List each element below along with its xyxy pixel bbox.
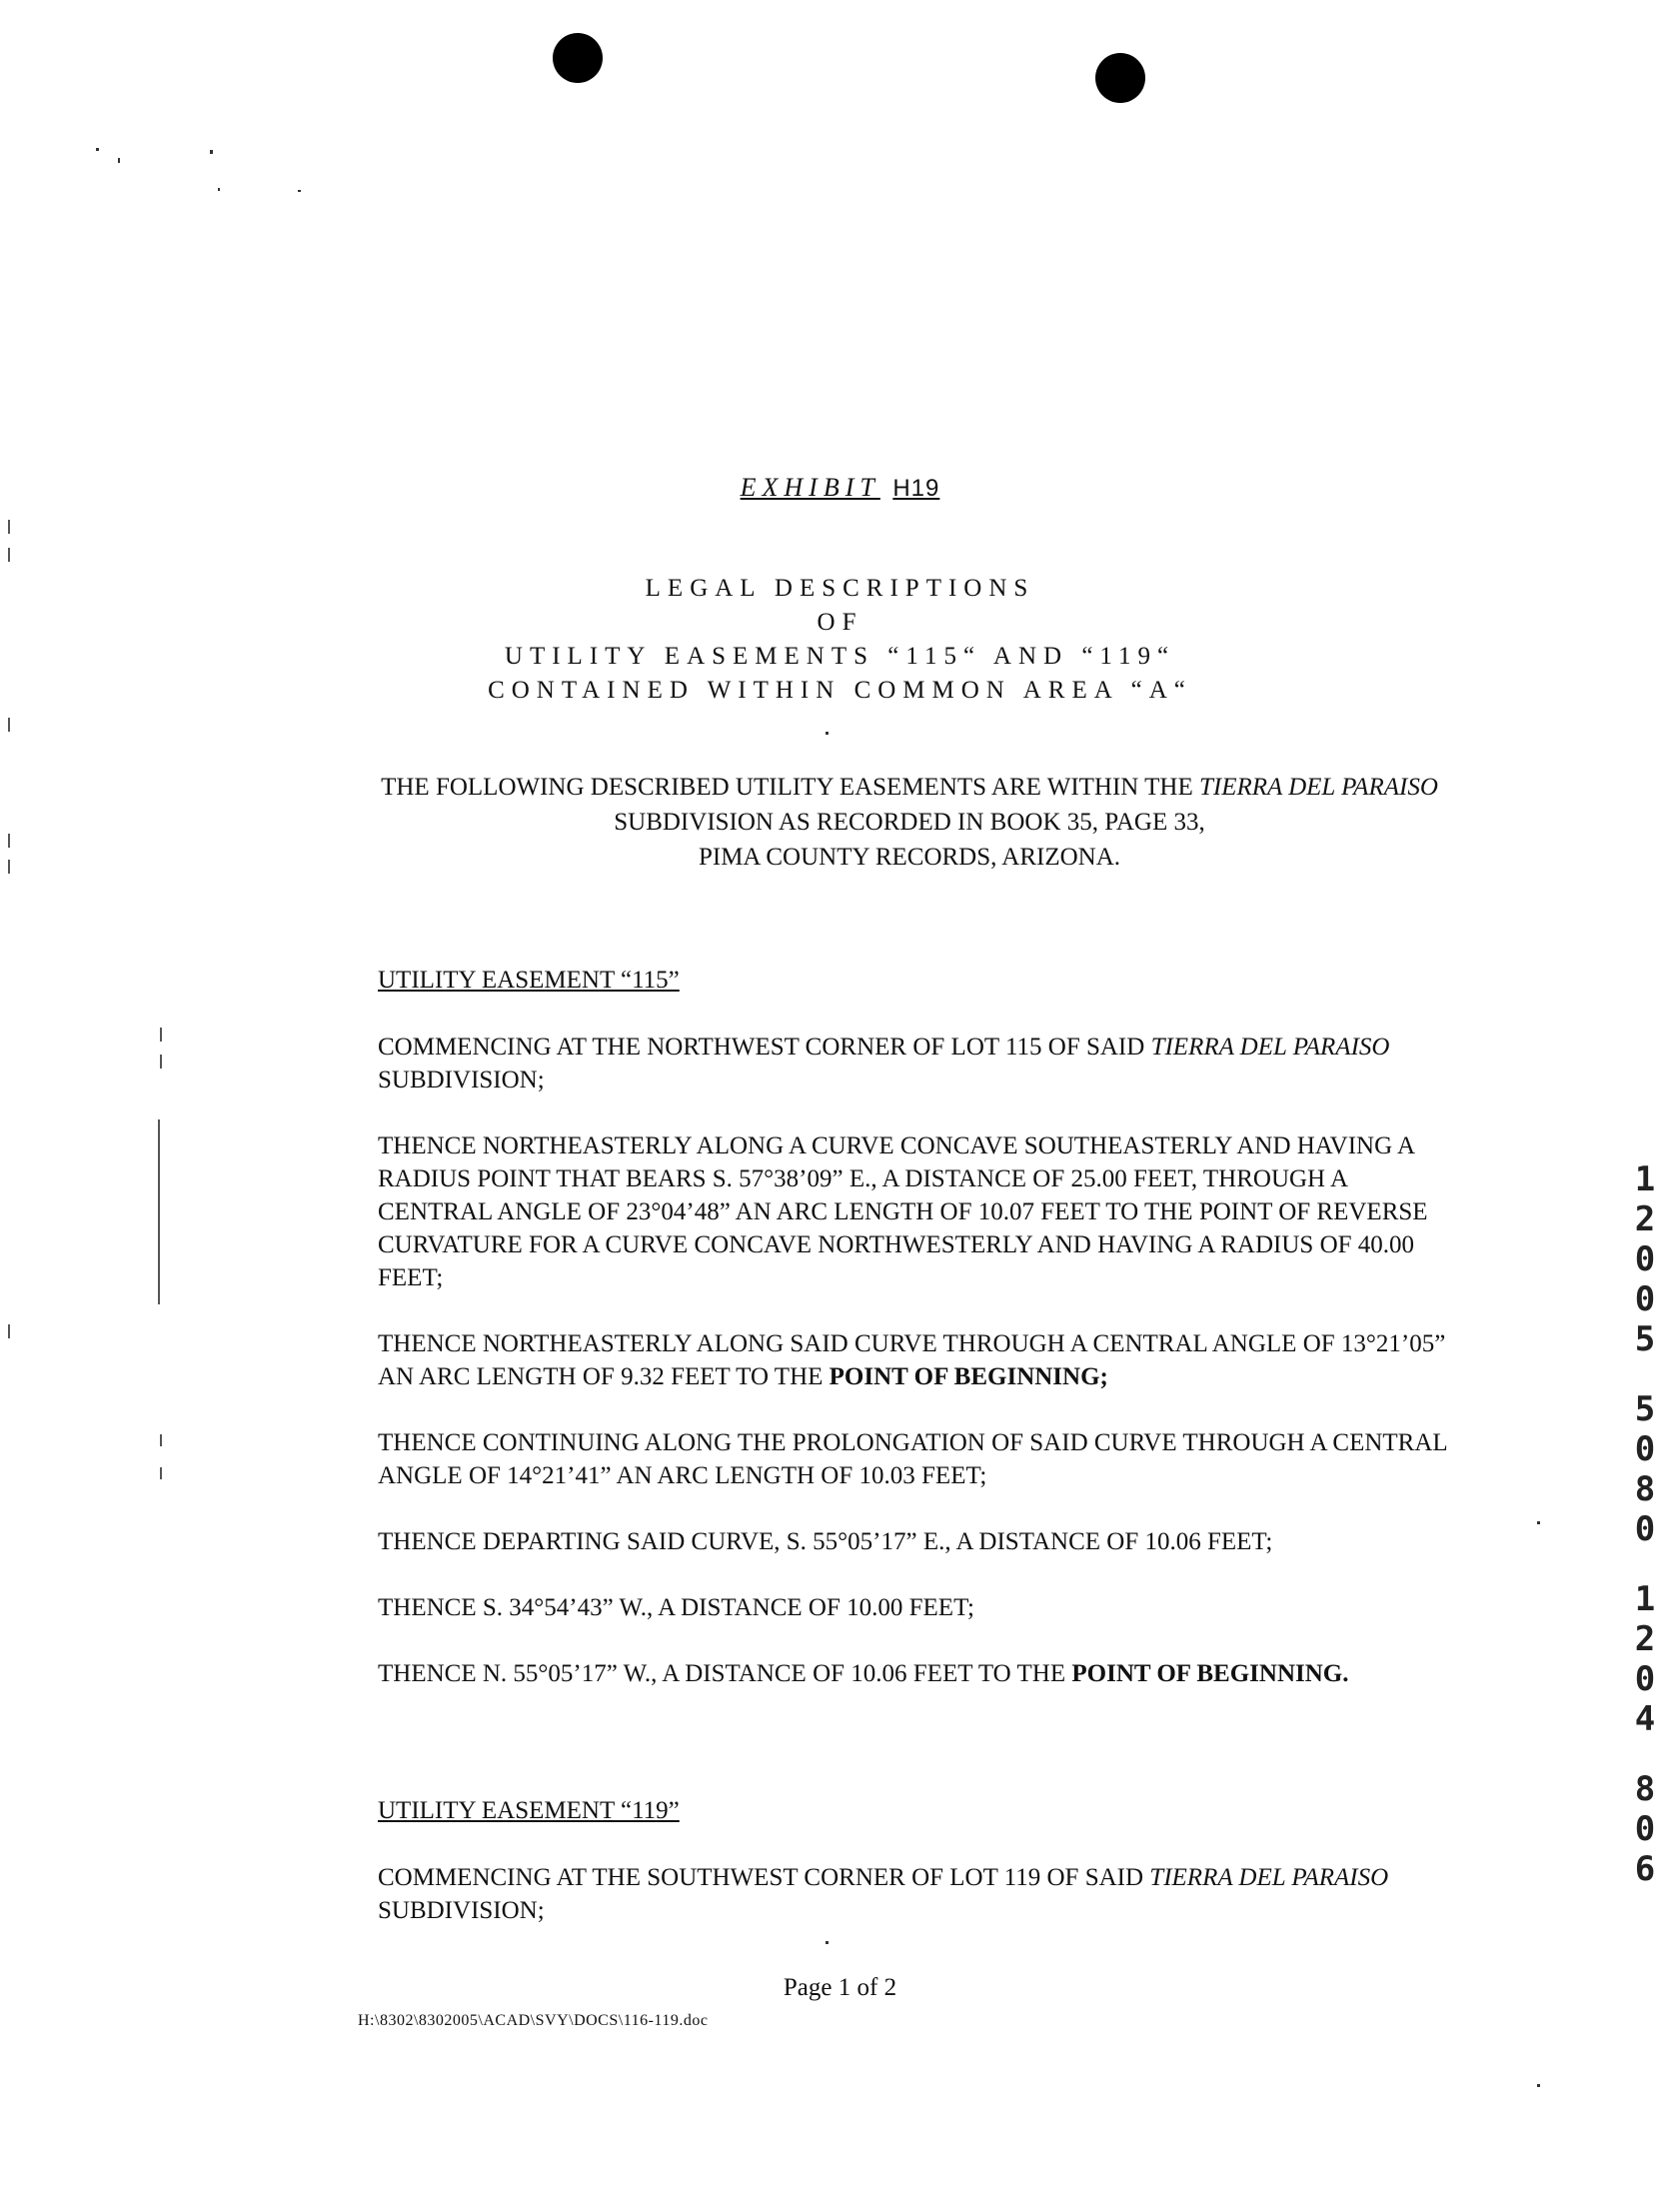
easement-115-south: THENCE S. 34°54’43” W., A DISTANCE OF 10.00 FEET; [378,1594,974,1621]
margin-mark [160,1055,162,1069]
punch-hole-left [553,33,603,83]
heading-line-2: OF [817,609,863,636]
intro-paragraph [380,770,1439,875]
easement-115-p7-text: THENCE N. 55°05’17” W., A DISTANCE OF 10.06 FEET TO THE [378,1660,1072,1687]
easement-115-p1-end: SUBDIVISION; [378,1067,545,1094]
scan-speck [1537,1521,1540,1524]
scan-speck [826,732,829,735]
exhibit-title [0,473,1680,503]
punch-hole-right [1095,53,1145,103]
stamp-digit: 6 [1634,1849,1656,1889]
stamp-digit: 4 [1634,1699,1656,1739]
stamp-digit: 8 [1634,1769,1656,1809]
scan-speck [826,1941,829,1944]
scan-speck [1537,2084,1540,2087]
easement-119-p1-text: COMMENCING AT THE SOUTHWEST CORNER OF LOT 119 OF SAID [378,1864,1150,1891]
stamp-digit: 0 [1634,1809,1656,1849]
margin-mark [160,1434,162,1446]
margin-mark [8,548,10,562]
easement-115-p3-bold: POINT OF BEGINNING; [829,1363,1108,1390]
recording-number-stamp [1627,1159,1663,1979]
stamp-digit: 0 [1634,1659,1656,1699]
intro-text-2: SUBDIVISION AS RECORDED IN BOOK 35, PAGE 33, [614,809,1205,836]
margin-mark [160,1467,162,1479]
stamp-digit: 0 [1634,1429,1656,1469]
easement-119-section [378,1794,1457,1927]
intro-text-3: PIMA COUNTY RECORDS, ARIZONA. [698,844,1121,871]
margin-mark [8,520,10,534]
scan-speck [118,158,120,163]
page-number: Page 1 of 2 [783,1974,897,2001]
margin-mark [8,834,10,848]
heading-line-4: CONTAINED WITHIN COMMON AREA “A“ [488,677,1192,704]
scan-speck [298,190,301,192]
easement-119-p1-end: SUBDIVISION; [378,1897,545,1924]
stamp-digit: 0 [1634,1509,1656,1549]
easement-115-p1-subdivision: TIERRA DEL PARAISO [1150,1034,1390,1061]
margin-mark [160,1028,162,1042]
easement-115-p3-text: THENCE NORTHEASTERLY ALONG SAID CURVE THROUGH A CENTRAL ANGLE OF 13°21’05” AN ARC LENGTH OF 9.32 FEET TO THE [378,1330,1446,1390]
easement-115-north [378,1657,1457,1690]
easement-115-departing: THENCE DEPARTING SAID CURVE, S. 55°05’17” E., A DISTANCE OF 10.06 FEET; [378,1528,1273,1555]
heading-line-3: UTILITY EASEMENTS “115“ AND “119“ [504,643,1176,670]
scan-speck [218,188,220,191]
stamp-digit: 1 [1634,1579,1656,1619]
easement-119-title: UTILITY EASEMENT “119” [378,1797,680,1824]
stamp-digit: 5 [1634,1389,1656,1429]
stamp-digit: 5 [1634,1319,1656,1359]
easement-115-pob [378,1327,1457,1393]
easement-115-p7-bold: POINT OF BEGINNING. [1071,1660,1349,1687]
scan-speck [96,148,99,151]
exhibit-number: H19 [892,475,940,502]
margin-bar [158,1119,160,1304]
heading-line-1: LEGAL DESCRIPTIONS [645,575,1035,602]
easement-115-section [378,964,1457,1690]
easement-119-commencing [378,1861,1457,1927]
easement-119-p1-subdivision: TIERRA DEL PARAISO [1149,1864,1389,1891]
easement-115-p1-text: COMMENCING AT THE NORTHWEST CORNER OF LOT 115 OF SAID [378,1034,1151,1061]
stamp-digit: 0 [1634,1239,1656,1279]
stamp-digit: 0 [1634,1279,1656,1319]
scan-speck [210,150,213,154]
stamp-digit: 8 [1634,1469,1656,1509]
margin-mark [8,718,10,732]
margin-mark [8,1324,10,1338]
file-path: H:\8302\8302005\ACAD\SVY\DOCS\116-119.doc [358,2012,709,2029]
easement-115-commencing [378,1031,1457,1097]
stamp-digit: 2 [1634,1199,1656,1239]
easement-115-title: UTILITY EASEMENT “115” [378,967,680,994]
intro-text-1: THE FOLLOWING DESCRIBED UTILITY EASEMENTS ARE WITHIN THE [381,774,1199,801]
margin-mark [8,860,10,874]
easement-115-curve: THENCE NORTHEASTERLY ALONG A CURVE CONCAVE SOUTHEASTERLY AND HAVING A RADIUS POINT THAT BEARS S. 57°38’09” E., A DISTANCE OF 25.00 FEET, THROUGH A CENTRAL ANGLE OF 23°04’48” AN ARC LENGTH OF 10.07 FEET TO THE POINT OF REVERSE CURVATURE FOR A CURVE CONCAVE NORTHWESTERLY AND HAVING A RADIUS OF 40.00 FEET; [378,1132,1428,1291]
stamp-digit: 2 [1634,1619,1656,1659]
easement-115-continuing: THENCE CONTINUING ALONG THE PROLONGATION OF SAID CURVE THROUGH A CENTRAL ANGLE OF 14°21’41” AN ARC LENGTH OF 10.03 FEET; [378,1429,1447,1489]
stamp-digit: 1 [1634,1159,1656,1199]
exhibit-label: EXHIBIT [740,473,880,502]
intro-subdivision-name: TIERRA DEL PARAISO [1199,774,1438,801]
